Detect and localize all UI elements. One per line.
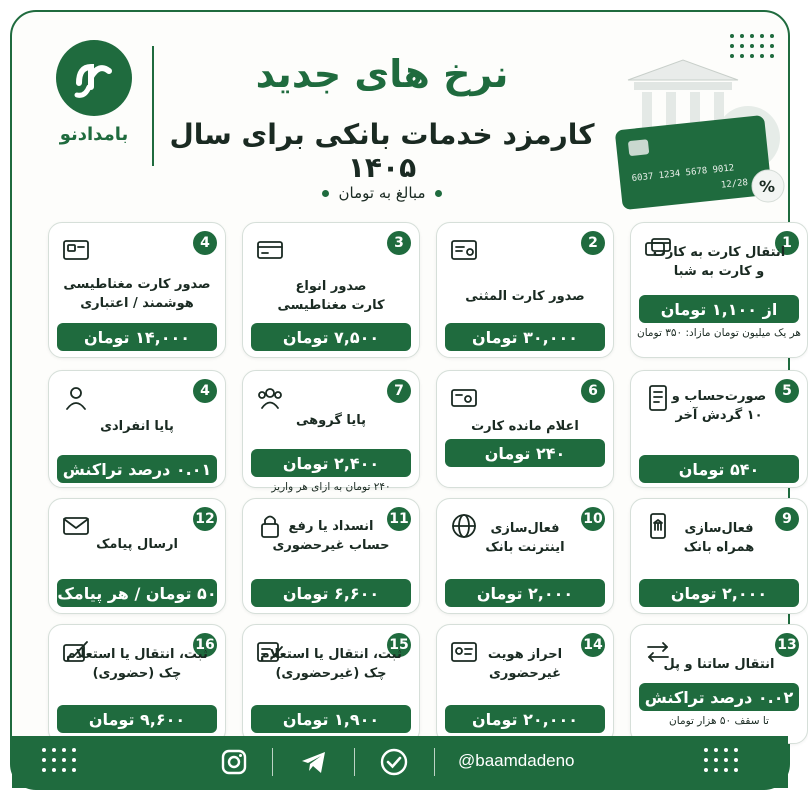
card-number-badge: 4 [193,379,217,403]
fee-price: از ۱,۱۰۰ تومان [639,295,799,323]
fee-price: ۶,۶۰۰ تومان [251,579,411,607]
fee-card [242,222,420,358]
page-title: نرخ های جدید [255,52,509,96]
footer-divider [354,748,355,776]
fee-price: ۵۴۰ تومان [639,455,799,483]
group-users-icon [255,383,285,413]
fee-card [48,624,226,744]
fee-card [242,624,420,744]
svg-text:12/28: 12/28 [720,177,749,191]
fee-card [436,498,614,614]
card-number-badge: 2 [581,231,605,255]
instagram-icon[interactable] [218,746,250,778]
fee-price: ۹,۶۰۰ تومان [57,705,217,733]
fee-price: ۲,۰۰۰ تومان [445,579,605,607]
card-number-badge: 15 [387,633,411,657]
telegram-icon[interactable] [298,746,330,778]
credit-card-icon [255,235,285,265]
card-number-badge: 11 [387,507,411,531]
footer-divider [272,748,273,776]
fee-note: هر یک میلیون تومان مازاد: ۳۵۰ تومان [637,327,801,339]
brand-logo [40,40,148,145]
card-number-badge: 9 [775,507,799,531]
card-number-badge: 6 [581,379,605,403]
header-divider [152,46,154,166]
infographic-frame [10,10,801,790]
fee-card [436,370,614,488]
card-number-badge: 4 [193,231,217,255]
service-label: صدور کارت مغناطیسی هوشمند / اعتباری [63,277,211,311]
fee-price: ۵۰ تومان / هر پیامک [57,579,217,607]
fee-price: ۱۴,۰۰۰ تومان [57,323,217,351]
card-number-badge: 3 [387,231,411,255]
bank-card-illustration [608,58,788,208]
fee-price: ۲۴۰ تومان [445,439,605,467]
logo-mark-icon [56,40,132,116]
brand-name: بامدادنو [59,124,129,145]
card-number-badge: 5 [775,379,799,403]
verified-icon[interactable] [378,746,410,778]
svg-text:%: % [759,177,776,196]
smart-card-icon [61,235,91,265]
fee-price: ۲۰,۰۰۰ تومان [445,705,605,733]
footer-divider [434,748,435,776]
fee-price: ۰.۰۲ درصد تراکنش [639,683,799,711]
fee-price: ۷,۵۰۰ تومان [251,323,411,351]
fee-card [48,222,226,358]
fee-price: ۲,۰۰۰ تومان [639,579,799,607]
decor-dots-footer-left [42,748,76,772]
service-label: فعال‌سازی اینترنت بانک [485,521,565,555]
decor-dots-top [730,34,774,58]
decor-dots-footer-right [704,748,738,772]
user-icon [61,383,91,413]
service-label: صدور انواع کارت مغناطیسی [277,279,385,313]
service-label: ثبت، انتقال یا استعلام چک (حضوری) [66,647,208,681]
service-label: فعال‌سازی همراه بانک [683,521,755,555]
service-label: انسداد یا رفع حساب غیرحضوری [272,519,390,553]
service-label: پایا انفرادی [100,419,174,434]
card-number-badge: 16 [193,633,217,657]
service-label: اعلام مانده کارت [471,419,579,434]
fee-card [436,624,614,744]
fee-card [630,624,808,744]
social-handle[interactable]: @baamdadeno [458,751,575,770]
card-number-badge: 10 [581,507,605,531]
svg-text:6037 1234 5678 9012: 6037 1234 5678 9012 [631,163,735,185]
fee-card [48,498,226,614]
card-number-badge: 1 [775,231,799,255]
card-number-badge: 13 [775,633,799,657]
fee-price: ۰.۰۱ درصد تراکنش [57,455,217,483]
fee-note: ۲۴۰ تومان به ازای هر واریز [271,481,391,493]
id-card-icon [449,235,479,265]
footer-bar [12,736,788,788]
fee-price: ۳۰,۰۰۰ تومان [445,323,605,351]
fee-card [630,498,808,614]
card-number-badge: 7 [387,379,411,403]
fee-price: ۲,۴۰۰ تومان [251,449,411,477]
card-number-badge: 14 [581,633,605,657]
fee-card [48,370,226,488]
service-label: انتقال کارت به کارت و کارت به شبا [652,245,786,279]
fee-card [630,222,808,358]
service-label: صورت‌حساب و ۱۰ گردش آخر [671,389,767,423]
fee-card [630,370,808,488]
service-label: ثبت، انتقال یا استعلام چک (غیرحضوری) [260,647,402,681]
fee-card [242,498,420,614]
page-subtitle: کارمزد خدمات بانکی برای سال ۱۴۰۵ [169,118,595,184]
card-balance-icon [449,383,479,413]
service-label: پایا گروهی [296,413,366,428]
service-label: ارسال پیامک [96,537,178,552]
unit-note: مبالغ به تومان [162,184,602,202]
service-label: انتقال ساتنا و پل [663,657,775,672]
service-label: احراز هویت غیرحضوری [487,647,563,681]
fee-card [436,222,614,358]
fee-card [242,370,420,493]
service-label: صدور کارت المثنی [465,289,585,304]
fee-note: تا سقف ۵۰ هزار تومان [669,715,769,727]
fee-price: ۱,۹۰۰ تومان [251,705,411,733]
card-number-badge: 12 [193,507,217,531]
